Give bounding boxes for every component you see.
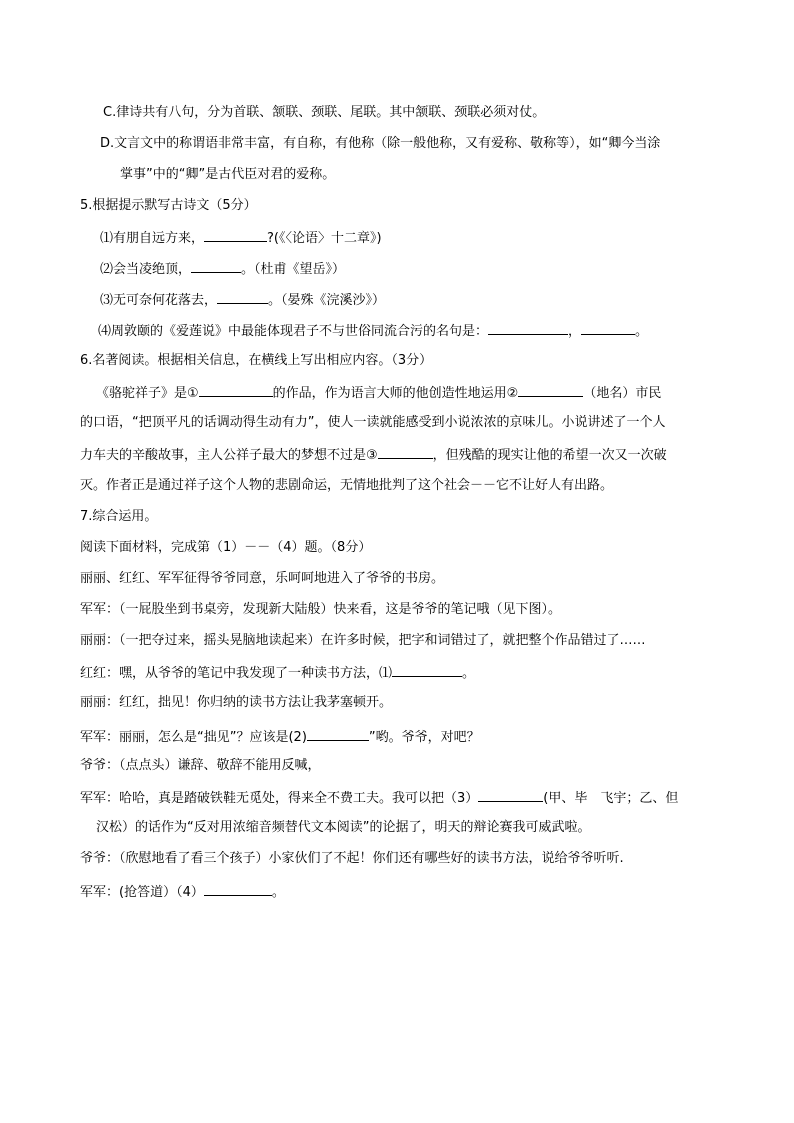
text: (甲、毕 飞宇；乙、但 xyxy=(543,791,679,806)
question-5-item-3 xyxy=(100,291,385,309)
question-6-line-3 xyxy=(80,446,667,464)
question-6-line-2: 的口语，“把顶平凡的话调动得生动有力”，使人一读就能感受到小说浓浓的京味儿。小说讲述了一个人 xyxy=(80,415,666,430)
text: ⑷周敦颐的《爱莲说》中最能体现君子不与世俗同流合污的名句是： xyxy=(98,324,489,339)
text: 军军：哈哈，真是踏破铁鞋无觅处，得来全不费工夫。我可以把（3） xyxy=(80,791,479,806)
answer-blank[interactable] xyxy=(217,291,268,304)
text: ， xyxy=(568,324,582,339)
dialogue-line: 爷爷：（欣慰地看了看三个孩子）小家伙们了不起！你们还有哪些好的读书方法，说给爷爷听听. xyxy=(80,851,624,866)
text: 《骆驼祥子》是① xyxy=(96,386,199,401)
dialogue-line: 军军：（一屁股坐到书桌旁，发现新大陆般）快来看，这是爷爷的笔记哦（见下图）。 xyxy=(80,602,562,617)
text: ，但残酷的现实让他的希望一次又一次破 xyxy=(432,448,667,463)
question-5-item-1 xyxy=(100,229,382,247)
text: ⑴有朋自远方来， xyxy=(100,231,205,246)
text: （地名）市民 xyxy=(583,386,662,401)
dialogue-line xyxy=(80,664,475,682)
answer-blank[interactable] xyxy=(478,789,543,802)
dialogue-line: 丽丽：（一把夺过来，摇头晃脑地读起来）在许多时候，把字和词错过了，就把整个作品错过了…… xyxy=(80,633,646,648)
dialogue-line xyxy=(80,789,678,807)
dialogue-line: 丽丽：红红，拙见！你归纳的读书方法让我茅塞顿开。 xyxy=(80,695,393,710)
answer-blank[interactable] xyxy=(488,322,568,335)
text: 力车夫的辛酸故事，主人公祥子最大的梦想不过是③ xyxy=(80,448,378,463)
dialogue-line: 汉松）的话作为“反对用浓缩音频替代文本阅读”的论据了，明天的辩论赛我可威武啦。 xyxy=(96,820,591,835)
dialogue-line: 爷爷：（点点头）谦辞、敬辞不能用反喊， xyxy=(80,758,321,773)
text: 的作品，作为语言大师的他创造性地运用② xyxy=(272,386,519,401)
text: 红红：嘿，从爷爷的笔记中我发现了一种读书方法，⑴ xyxy=(80,666,393,681)
question-7-title: 7.综合运用。 xyxy=(80,509,158,524)
question-5-item-4 xyxy=(98,322,648,340)
text: 。 xyxy=(271,885,285,900)
dialogue-line xyxy=(80,728,480,746)
answer-blank[interactable] xyxy=(204,229,267,242)
answer-blank[interactable] xyxy=(518,384,583,397)
text: 军军：丽丽，怎么是“拙见”？应该是(2) xyxy=(80,730,307,745)
text: 。（杜甫《望岳》） xyxy=(241,262,346,277)
option-d-line2: 掌事”中的“卿”是古代臣对君的爱称。 xyxy=(120,167,336,182)
answer-blank[interactable] xyxy=(378,446,433,459)
question-6-title: 6.名著阅读。根据相关信息，在横线上写出相应内容。（3分） xyxy=(80,353,433,368)
question-5-title: 5.根据提示默写古诗文（5分） xyxy=(80,198,257,213)
answer-blank[interactable] xyxy=(199,384,273,397)
answer-blank[interactable] xyxy=(204,883,272,896)
option-c: C.律诗共有八句，分为首联、颔联、颈联、尾联。其中颔联、颈联必须对仗。 xyxy=(103,105,546,120)
question-7-intro: 阅读下面材料，完成第（1）－－（4）题。（8分） xyxy=(80,540,372,555)
text: 。 xyxy=(635,324,649,339)
question-5-item-2 xyxy=(100,260,345,278)
text: ”哟。爷爷，对吧？ xyxy=(368,730,480,745)
text: ⑵会当凌绝顶， xyxy=(100,262,192,277)
text: ?(《〈论语〉十二章》) xyxy=(267,231,382,246)
text: 军军：(抢答道）（4） xyxy=(80,885,204,900)
answer-blank[interactable] xyxy=(307,728,369,741)
text: 。 xyxy=(462,666,476,681)
dialogue-line: 丽丽、红红、军军征得爷爷同意，乐呵呵地进入了爷爷的书房。 xyxy=(80,571,445,586)
text: ⑶无可奈何花落去， xyxy=(100,293,218,308)
dialogue-line xyxy=(80,883,285,901)
text: 。（晏殊《浣溪沙》） xyxy=(268,293,386,308)
question-6-line-1 xyxy=(96,384,661,402)
question-6-line-4: 灭。作者正是通过祥子这个人物的悲剧命运，无情地批判了这个社会－－它不让好人有出路。 xyxy=(80,478,614,493)
answer-blank[interactable] xyxy=(191,260,241,273)
answer-blank[interactable] xyxy=(392,664,462,677)
answer-blank[interactable] xyxy=(581,322,635,335)
option-d-line1: D.文言文中的称谓语非常丰富，有自称，有他称（除一般他称，又有爱称、敬称等），如“卿今当涂 xyxy=(100,136,661,151)
